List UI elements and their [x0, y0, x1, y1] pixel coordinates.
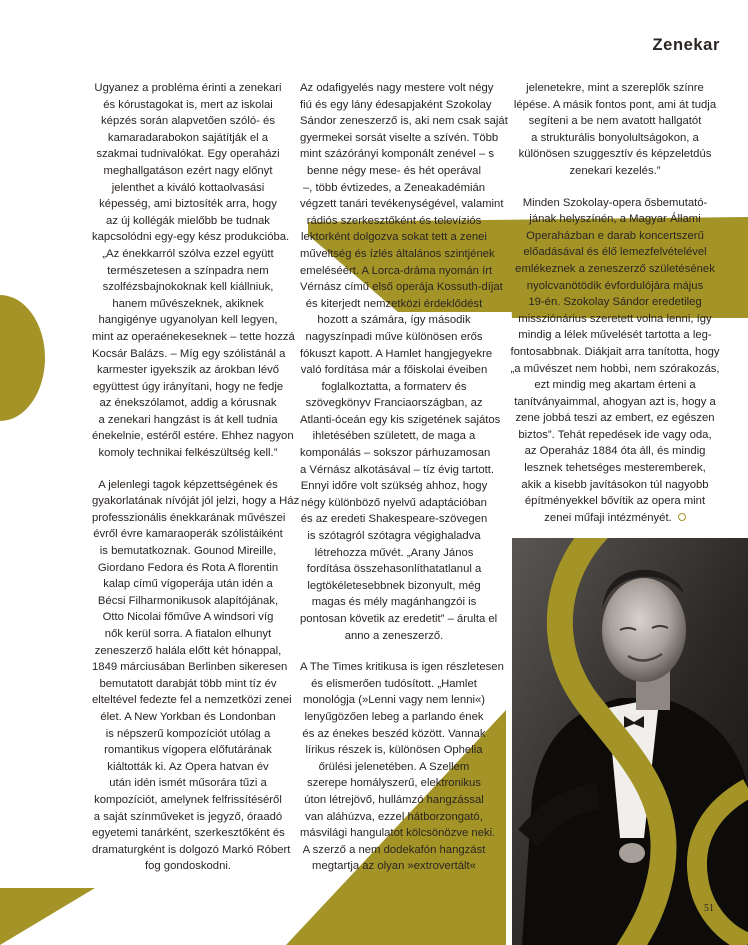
text-line: különösen szuggesztív és képzeletdús — [518, 148, 712, 161]
text-line: rádiós szerkesztőként és televíziós — [306, 214, 482, 227]
article-end-mark-icon — [678, 513, 686, 521]
text-line: lépése. A másik fontos pont, ami át tudja — [513, 98, 717, 111]
text-line: és kórustagokat is, mert az iskolai — [103, 98, 273, 111]
text-line: természetesen a színpadra nem — [107, 264, 269, 277]
text-line: kalap című vígoperája után idén a — [103, 578, 273, 591]
text-line: őrülési jelenetében. A Szellem — [318, 760, 470, 773]
text-line: kapcsolódni egy-egy kész produkcióba. — [92, 231, 290, 244]
text-line: Kocsár Balázs. – Míg egy szólistánál a — [92, 347, 286, 360]
text-line: „Az énekkarról szólva ezzel együtt — [102, 247, 274, 260]
text-line: négy különböző nyelvű adaptációban — [301, 496, 487, 509]
text-line: Minden Szokolay-opera ősbemutató- — [522, 196, 708, 209]
text-line: együttest úgy irányítani, hogy ne fedje — [92, 380, 284, 393]
text-line: jelenetekre, mint a szereplők színre — [526, 82, 704, 94]
text-line: az új kollégák mielőbb be tudnak — [106, 214, 270, 227]
paragraph-break — [92, 462, 284, 477]
text-line: úton létrejövő, hullámzó hangzással — [304, 793, 484, 806]
text-line: Giordano Fedora és Rota A florentin — [97, 561, 279, 574]
text-line: hangigénye ugyanolyan kell legyen, — [98, 314, 278, 327]
text-line: legtökéletesebbnek bizonyult, még — [307, 579, 481, 592]
text-line: fog gondoskodni. — [144, 860, 232, 873]
bottom-left-triangle — [0, 888, 95, 945]
text-column-1 — [92, 80, 300, 875]
text-line: szolfézsbajnokoknak kell kiállniuk, — [102, 281, 274, 294]
text-line: meghallgatáson ezért nagy előnyt — [103, 164, 273, 177]
text-line: az Operaház 1884 óta áll, és mindig — [524, 445, 706, 458]
text-line: zene jobbá teszi az embert, ez egészen — [515, 412, 715, 425]
text-line: nagyszínpadi műve különösen erős — [305, 330, 483, 343]
text-line: monológja (»Lenni vagy nem lenni«) — [302, 694, 486, 707]
text-line: jának helyszínén, a Magyar Állami — [529, 213, 701, 226]
text-line: az énekszólamot, addig a kórusnak — [99, 397, 277, 410]
text-line: A The Times kritikusa is igen részletesen — [300, 661, 504, 674]
text-line: Ennyi időre volt szükség ahhoz, hogy — [300, 480, 488, 493]
text-line: lírikus részek is, különösen Ophelia — [305, 744, 483, 757]
text-line: fontosabbnak. Diákjait arra tanította, hogy — [510, 345, 720, 358]
text-line: mindig a lélek művelését tartotta a leg- — [518, 329, 712, 342]
text-line: missziónárius szeretett volna lenni, így — [518, 312, 712, 325]
text-line: anno a zeneszerző. — [344, 629, 444, 642]
text-line: Otto Nicolai főműve A windsori víg — [102, 611, 274, 624]
text-line: képzés során alapvetően szóló- és — [101, 115, 275, 128]
text-line: is bemutatkoznak. Gounod Mireille, — [99, 545, 277, 558]
text-line: nyolcvanötödik évfordulójára május — [526, 279, 704, 292]
text-line: kiáltották ki. Az Opera hatvan év — [107, 760, 269, 773]
text-line: fiú és egy lány édesapjaként Szokolay — [300, 98, 492, 111]
text-line: zeneszerző halála előtt két hónappal, — [94, 644, 282, 657]
text-line: építményekkel bővítik az opera mint — [524, 495, 706, 508]
text-line: gyakorlatának nívóját jól jelzi, hogy a Ház — [92, 495, 300, 508]
text-line: előadásával és élő lemezfelvételével — [523, 246, 707, 259]
text-line: is népszerű kompozíciót utólag a — [105, 727, 271, 740]
text-line: másvilági hangulatot kölcsönözve neki. — [300, 827, 496, 840]
text-column-3 — [508, 80, 722, 526]
text-line: hanem művészeknek, akiknek — [112, 297, 264, 310]
paragraph-break — [508, 180, 722, 195]
text-line: jelenthet a kiváló kottaolvasási — [111, 181, 265, 194]
text-line: A szerző a nem dodekafón hangzást — [302, 843, 486, 856]
text-line: karmester igyekszik az árokban lévő — [96, 364, 280, 377]
text-line: létrehozza művét. „Arany János — [314, 546, 474, 559]
text-line: professzionális énekkarának művészei — [92, 511, 286, 524]
text-line: után idén ismét műsorára tűzi a — [109, 777, 267, 790]
text-line: elteltével fedezte fel a nemzetközi zenei — [92, 694, 292, 707]
text-line: romantikus vígopera előfutárának — [104, 744, 272, 757]
text-line: képesség, ami biztosíték arra, hogy — [99, 198, 277, 211]
text-line: akik a kisebb javításokon túl nagyobb — [521, 478, 709, 491]
text-line: a strukturális bonyolultságokon, a — [531, 131, 699, 144]
text-line: énekelnie, estéről estére. Ehhez nagyon — [92, 430, 294, 443]
text-line: tanítványaimmal, ahogyan azt is, hogy a — [514, 395, 716, 408]
text-line: segíteni a be nem avatott hallgatót — [528, 115, 702, 128]
text-line: ezt mindig meg akartam érteni a — [534, 379, 696, 392]
text-line: is szótagról szótagra végighaladva — [307, 530, 481, 543]
text-line: komoly technikai felkészültség kell.” — [98, 447, 278, 460]
text-line: évről évre kamaraoperák szólistáiként — [93, 528, 283, 541]
page-number: 51 — [704, 903, 714, 914]
section-title: Zenekar — [652, 36, 720, 54]
text-line: –, több évtizedes, a Zeneakadémián — [302, 181, 486, 194]
text-line: mint százórányi komponált zenével – s — [300, 148, 495, 161]
text-line: Ugyanez a probléma érinti a zenekari — [94, 82, 282, 94]
text-line: való fordítása már a főiskolai éveiben — [300, 364, 488, 377]
text-line: és az eredeti Shakespeare-szövegen — [300, 513, 488, 526]
conductor-photo — [512, 538, 748, 945]
text-line: fordítása összehasonlíthatatlanul a — [306, 563, 482, 576]
text-line: van aláhúzva, ezzel hátborzongató, — [305, 810, 483, 823]
text-line: Vérnász című első operája Kossuth-díjat — [300, 281, 503, 294]
text-line: foglalkoztatta, a formaterv és — [321, 380, 467, 393]
text-line: pontosan követik az eredetit” – árulta el — [300, 613, 498, 625]
text-line: műveltség és ízlés általános szintjének — [300, 247, 495, 260]
text-line: és az énekes beszéd között. Vannak — [302, 727, 486, 740]
text-line: és elismerően tudósított. „Hamlet — [311, 677, 477, 690]
text-line: emeléséért. A Lorca-dráma nyomán írt — [300, 264, 493, 277]
text-line: lektorként dolgozva sokat tett a zenei — [301, 231, 487, 244]
text-line: dramaturgként is dolgozó Markó Róbert — [92, 843, 291, 856]
text-line: megtartja az olyan »extrovertált« — [312, 860, 476, 873]
text-line: egyetemi tanárként, szerkesztőként és — [92, 827, 285, 840]
text-line: Operaházban e darab koncertszerű — [526, 229, 704, 242]
text-line: komponálás – sokszor párhuzamosan — [300, 447, 491, 460]
text-line: kamaradarabokon sajátítják el a — [107, 131, 269, 144]
text-line: Sándor zeneszerző is, aki nem csak saját — [300, 115, 508, 128]
text-line: „a művészet nem hobbi, nem szórakozás, — [510, 362, 720, 375]
text-line: A jelenlegi tagok képzettségének és — [98, 478, 278, 491]
text-line: végzett tanári tevékenységével, valamint — [300, 198, 504, 211]
text-line: a Vérnász alkotásával – tíz évig tartott. — [300, 463, 495, 476]
text-line: szövegkönyv Franciaországban, az — [305, 397, 483, 410]
text-line: és kiterjedt nemzetközi érdeklődést — [305, 297, 483, 310]
left-edge-semicircle — [0, 295, 45, 421]
text-line: Az odafigyelés nagy mestere volt négy — [300, 82, 494, 94]
text-line: gyermekei sorsát viselte a szívén. Több — [300, 131, 499, 144]
text-line: szerepe homályszerű, elektronikus — [307, 777, 481, 790]
text-line: magas és mély magánhangzói is — [311, 596, 477, 609]
text-line: a zenekari hangzást is át kell tudnia — [98, 413, 278, 426]
text-line: Atlanti-óceán egy kis szigetének sajátos — [300, 413, 501, 426]
text-line: emlékeznek a zeneszerző születésének — [515, 262, 715, 275]
text-column-2 — [300, 80, 508, 875]
text-line: Bécsi Filharmonikusok alapítójának, — [97, 594, 279, 607]
text-line: benne négy mese- és hét operával — [307, 164, 481, 177]
text-line: nők kerül sorra. A fiatalon elhunyt — [104, 628, 272, 640]
text-line: szakmai tudnivalókat. Egy operaházi — [96, 148, 280, 161]
text-line: élet. A New Yorkban és Londonban — [100, 710, 276, 723]
text-line: lenyűgözően lebeg a parlando ének — [304, 710, 484, 723]
text-line: lesznek tehetséges mesteremberek, — [524, 462, 706, 475]
text-line: ihletésében született, de maga a — [312, 430, 476, 443]
paragraph-break — [300, 644, 488, 659]
text-line: 1849 márciusában Berlinben sikeresen — [92, 661, 288, 674]
text-line: kompozíciót, amelynek felfrissítéséről — [94, 793, 282, 806]
text-line: biztos”. Tehát repedések ide vagy oda, — [518, 428, 712, 441]
text-line: a saját színműveket is jegyző, óraadó — [93, 810, 283, 823]
text-line: 19-én. Szokolay Sándor eredetileg — [528, 296, 702, 309]
text-line: fókuszt kapott. A Hamlet hangjegyekre — [300, 347, 493, 360]
text-line: hozott a számára, így második — [317, 314, 471, 327]
text-line: mint az operaénekeseknek – tette hozzá — [92, 330, 295, 343]
text-line: zenei műfaji intézményét. — [508, 510, 722, 527]
text-line: bemutatott darabját több mint tíz év — [99, 677, 277, 690]
text-line: zenekari kezelés.” — [569, 164, 661, 177]
